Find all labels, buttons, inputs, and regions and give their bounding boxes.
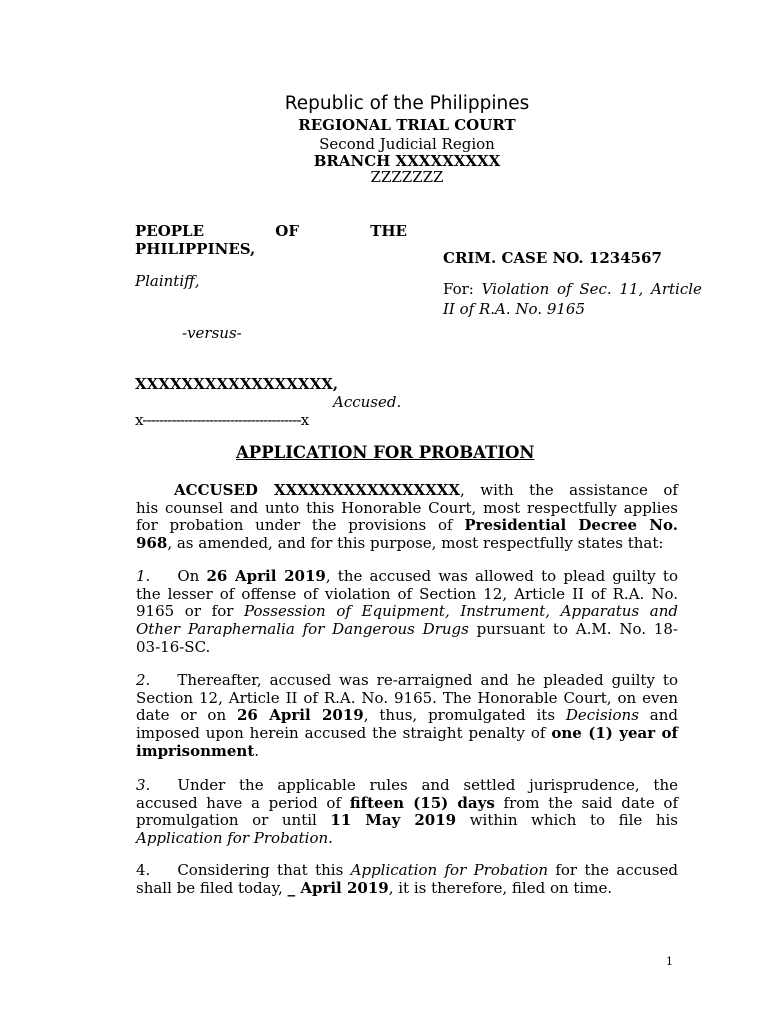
caption-divider: x--------------------------------------x — [135, 411, 309, 429]
offense-word: Article — [651, 280, 702, 298]
page-number: 1 — [666, 955, 673, 968]
paragraph-line: 03-16-SC. — [136, 637, 211, 656]
plaintiff-role: Plaintiff, — [135, 272, 200, 290]
offense-word: of — [557, 280, 572, 298]
branch-heading: BRANCH XXXXXXXXX — [313, 152, 501, 170]
paragraph-line: Section 12, Article II of R.A. No. 9165. The Honorable Court, on even — [136, 688, 678, 707]
paragraph-3 — [136, 777, 678, 848]
paragraph-line: shall be filed today, _ April 2019, it is therefore, filed on time. — [136, 878, 613, 897]
for-label: For: — [443, 280, 474, 298]
plaintiff-word: OF — [275, 222, 299, 240]
region-heading: Second Judicial Region — [319, 135, 495, 153]
plaintiff-name-line2: PHILIPPINES, — [135, 240, 256, 258]
paragraph-line: Application for Probation. — [136, 829, 333, 848]
offense-word: Sec. — [579, 280, 612, 298]
paragraph-line: Other Paraphernalia for Dangerous Drugs pursuant to A.M. No. 18- — [136, 620, 678, 639]
intro-paragraph — [136, 482, 678, 553]
paragraph-line: 4. Considering that this Application for Probation for the accused — [136, 861, 678, 879]
paragraph-line: imprisonment. — [136, 741, 260, 760]
accused-role: Accused. — [333, 393, 402, 411]
paragraph-line: 1. On 26 April 2019, the accused was allowed to plead guilty to — [136, 567, 678, 585]
republic-heading: Republic of the Philippines — [284, 93, 530, 114]
paragraph-number: 2. — [136, 671, 151, 689]
case-offense-line1 — [443, 280, 702, 298]
paragraph-number: 3. — [136, 776, 151, 794]
versus-label: -versus- — [182, 324, 242, 342]
case-number: CRIM. CASE NO. 1234567 — [443, 249, 662, 267]
paragraph-line: the lesser of offense of violation of Section 12, Article II of R.A. No. — [136, 584, 678, 603]
paragraph-1 — [136, 568, 678, 657]
paragraph-line: for probation under the provisions of Presidential Decree No. — [136, 516, 678, 535]
paragraph-2 — [136, 672, 678, 761]
paragraph-line: accused have a period of fifteen (15) days from the said date of — [136, 793, 678, 812]
plaintiff-name-line1 — [135, 222, 407, 240]
paragraph-number: 1. — [136, 567, 151, 585]
paragraph-line: his counsel and unto this Honorable Court, most respectfully applies — [136, 498, 678, 517]
court-heading: REGIONAL TRIAL COURT — [298, 116, 516, 134]
paragraph-line: ACCUSED XXXXXXXXXXXXXXXX, with the assistance of — [174, 481, 678, 499]
paragraph-line: promulgation or until 11 May 2019 within which to file his — [136, 811, 679, 830]
paragraph-line: date or on 26 April 2019, thus, promulgated its Decisions and — [136, 706, 678, 725]
paragraph-line: 2. Thereafter, accused was re-arraigned and he pleaded guilty to — [136, 671, 678, 689]
case-offense-line2: II of R.A. No. 9165 — [443, 300, 586, 318]
plaintiff-word: THE — [370, 222, 407, 240]
paragraph-line: imposed upon herein accused the straight penalty of one (1) year of — [136, 724, 678, 743]
place-heading: ZZZZZZZ — [370, 168, 444, 186]
accused-name: XXXXXXXXXXXXXXXXX, — [135, 375, 339, 393]
offense-word: 11, — [619, 280, 644, 298]
document-title: APPLICATION FOR PROBATION — [236, 443, 535, 462]
paragraph-line: 968, as amended, and for this purpose, most respectfully states that: — [136, 534, 664, 553]
offense-word: Violation — [481, 280, 550, 298]
paragraph-line: 9165 or for Possession of Equipment, Instrument, Apparatus and — [136, 602, 678, 621]
paragraph-line: 3. Under the applicable rules and settled jurisprudence, the — [136, 776, 678, 794]
paragraph-number: 4. — [136, 861, 151, 879]
paragraph-4 — [136, 862, 678, 897]
plaintiff-word: PEOPLE — [135, 222, 205, 240]
